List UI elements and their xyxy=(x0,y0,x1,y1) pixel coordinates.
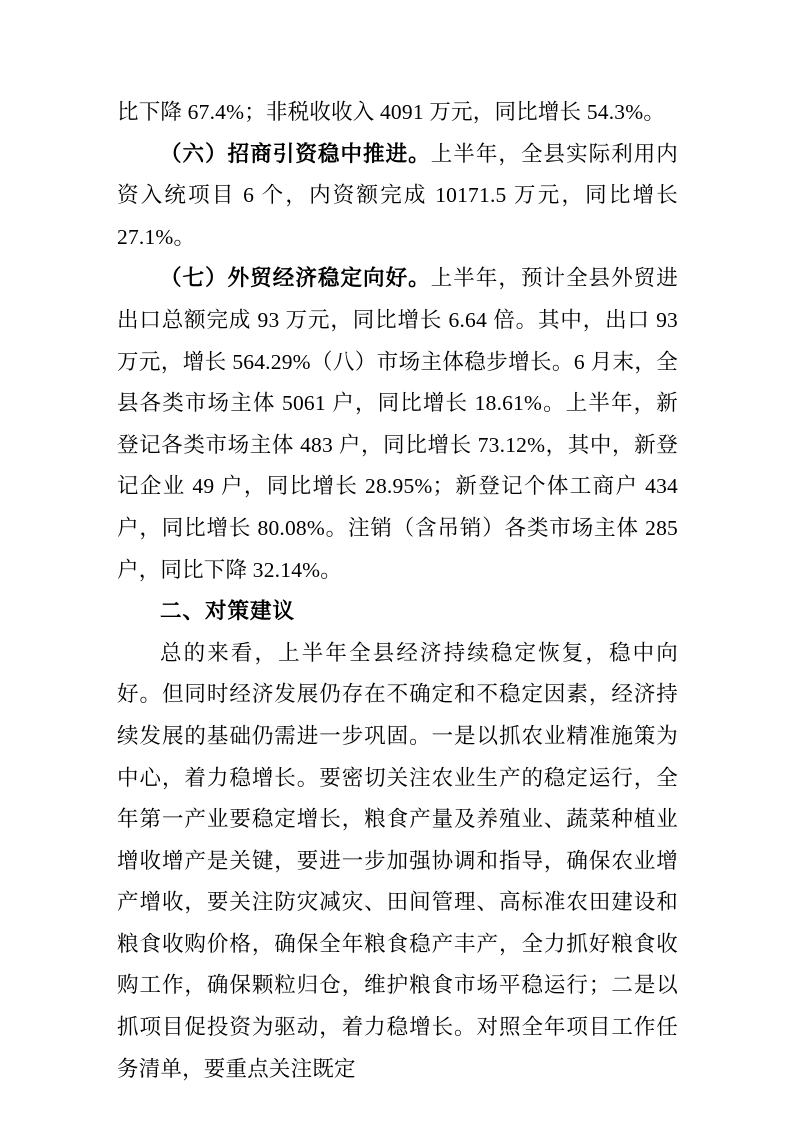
text-run: 二、对策建议 xyxy=(160,599,296,624)
para-overall-assessment-and-suggestions xyxy=(117,633,678,1091)
text-run: 总的来看，上半年全县经济持续稳定恢复，稳中向好。但同时经济发展仍存在不确定和不稳定因素，经济持续发展的基础仍需进一步巩固。一是以抓农业精准施策为中心，着力稳增长。要密切关注农业生产的稳定运行，全年第一产业要稳定增长，粮食产量及养殖业、蔬菜种植业增收增产是关键，要进一步加强协调和指导，确保农业增产增收，要关注防灾减灾、田间管理、高标准农田建设和粮食收购价格，确保全年粮食稳产丰产，全力抓好粮食收购工作，确保颗粒归仓，维护粮食市场平稳运行；二是以抓项目促投资为驱动，着力稳增长。对照全年项目工作任务清单，要重点关注既定 xyxy=(117,640,678,1081)
text-run: 比下降 67.4%；非税收收入 4091 万元，同比增长 54.3%。 xyxy=(117,100,666,124)
document-body xyxy=(117,92,678,1090)
text-run: 上半年，全县实际利用内资入统项目 6 个，内资额完成 10171.5 万元，同比增长 27.1%。 xyxy=(117,141,679,249)
para-fiscal-revenue-continuation xyxy=(117,92,678,134)
text-run: （七）外贸经济稳定向好。 xyxy=(160,266,431,291)
text-run: （六）招商引资稳中推进。 xyxy=(160,141,431,166)
para-section-6-investment-attraction xyxy=(117,134,678,259)
text-run: 上半年，预计全县外贸进出口总额完成 93 万元，同比增长 6.64 倍。其中，出口 93 万元，增长 564.29%（八）市场主体稳步增长。6 月末，全县各类市场主体 5061 户，同比增长 18.61%。上半年，新登记各类市场主体 483 户，同比增长 73.12%，其中，新登记企业 49 户，同比增长 28.95%；新登记个体工商户 434 户，同比增长 80.08%。注销（含吊销）各类市场主体 285 户，同比下降 32.14%。 xyxy=(117,266,679,582)
para-section-7-foreign-trade-and-market-entities xyxy=(117,258,678,591)
heading-section-2-countermeasures xyxy=(117,591,678,633)
